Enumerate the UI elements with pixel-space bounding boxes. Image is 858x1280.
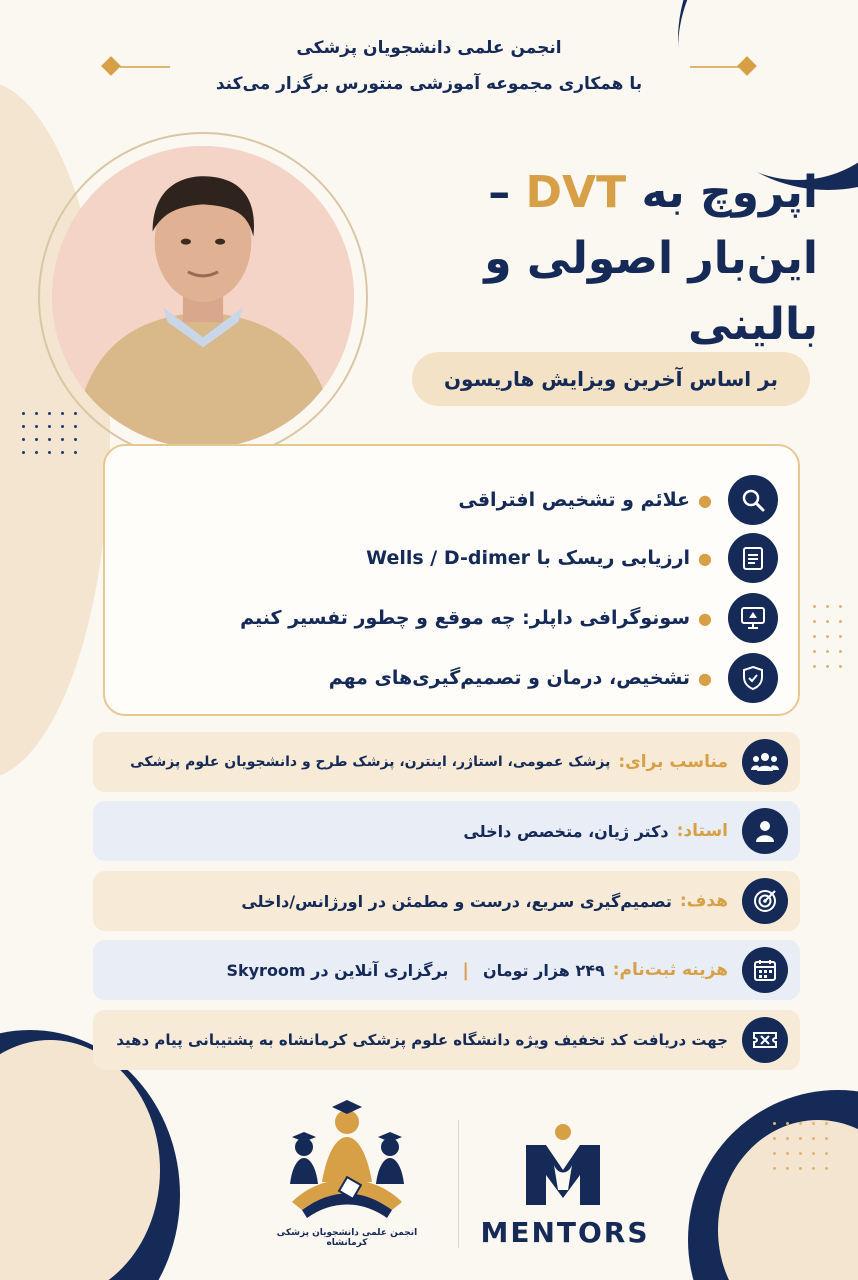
shield-check-icon — [728, 653, 778, 703]
info-row-fee — [93, 940, 800, 1000]
title-line-1 — [388, 160, 818, 226]
instructor-label: استاد: — [676, 821, 728, 841]
event-title — [388, 160, 818, 358]
fee-label: هزینه ثبت‌نام: — [612, 960, 728, 980]
topic-bullet: ● — [698, 668, 712, 688]
audience-value: پزشک عمومی، استاژر، اینترن، پزشک طرح و دانشجویان علوم پزشکی — [130, 754, 611, 770]
topics-box — [103, 444, 800, 716]
goal-value: تصمیم‌گیری سریع، درست و مطمئن در اورژانس/داخلی — [241, 891, 672, 911]
topic-bullet: ● — [698, 548, 712, 568]
topic-item — [138, 650, 778, 706]
info-row-audience — [93, 732, 800, 792]
ticket-icon — [742, 1017, 788, 1063]
users-icon — [742, 739, 788, 785]
dot-pattern-right — [813, 605, 842, 668]
info-row-instructor — [93, 801, 800, 861]
dot-pattern-left — [22, 412, 77, 454]
topic-item — [138, 472, 778, 528]
background-cream-shape-bottom-left — [0, 1040, 160, 1280]
topic-item — [138, 590, 778, 646]
magnifier-icon — [728, 475, 778, 525]
fee-extra: برگزاری آنلاین در Skyroom — [226, 960, 449, 980]
mentors-logo — [518, 1120, 608, 1210]
mentors-wordmark: MENTORS — [480, 1216, 650, 1249]
title-part-1: اپروچ به — [641, 167, 818, 218]
topic-text: علائم و تشخیص افتراقی — [458, 489, 691, 511]
association-emblem-icon — [262, 1092, 432, 1232]
fee-value: ۲۴۹ هزار تومان — [482, 960, 605, 980]
header-divider-left — [120, 66, 170, 68]
footer-divider — [458, 1120, 459, 1248]
header-divider-right — [690, 66, 740, 68]
title-dash: – — [488, 167, 511, 218]
goal-label: هدف: — [679, 891, 728, 911]
header-line-2: با همکاری مجموعه آموزشی منتورس برگزار می‌کند — [215, 74, 643, 94]
instructor-portrait — [52, 146, 354, 448]
audience-label: مناسب برای: — [618, 752, 728, 772]
topic-bullet: ● — [698, 608, 712, 628]
header-line-1: انجمن علمی دانشجویان پزشکی — [296, 38, 562, 58]
title-dvt: DVT — [525, 167, 627, 218]
info-row-discount — [93, 1010, 800, 1070]
monitor-icon — [728, 593, 778, 643]
portrait-illustration — [52, 146, 354, 448]
discount-text: جهت دریافت کد تخفیف ویژه دانشگاه علوم پزشکی کرمانشاه به پشتیبانی پیام دهید — [116, 1031, 728, 1049]
topic-text: تشخیص، درمان و تصمیم‌گیری‌های مهم — [328, 667, 691, 689]
topic-item — [138, 530, 778, 586]
subtitle-pill: بر اساس آخرین ویزایش هاریسون — [412, 352, 810, 406]
title-line-2: این‌بار اصولی و بالینی — [484, 233, 818, 350]
mentors-emblem-icon — [518, 1120, 608, 1210]
clipboard-icon — [728, 533, 778, 583]
calendar-icon — [742, 947, 788, 993]
instructor-value: دکتر ژیان، متخصص داخلی — [463, 821, 669, 841]
fee-separator: | — [462, 959, 469, 981]
association-caption: انجمن علمی دانشجویان پزشکی کرمانشاه — [276, 1228, 418, 1248]
dot-pattern-bottom-right — [773, 1122, 828, 1170]
user-icon — [742, 808, 788, 854]
target-icon — [742, 878, 788, 924]
topic-text: سونوگرافی داپلر: چه موقع و چطور تفسیر کنیم — [240, 607, 691, 629]
topic-bullet: ● — [698, 490, 712, 510]
topic-text: ارزیابی ریسک با Wells / D-dimer — [366, 547, 691, 569]
info-row-goal — [93, 871, 800, 931]
